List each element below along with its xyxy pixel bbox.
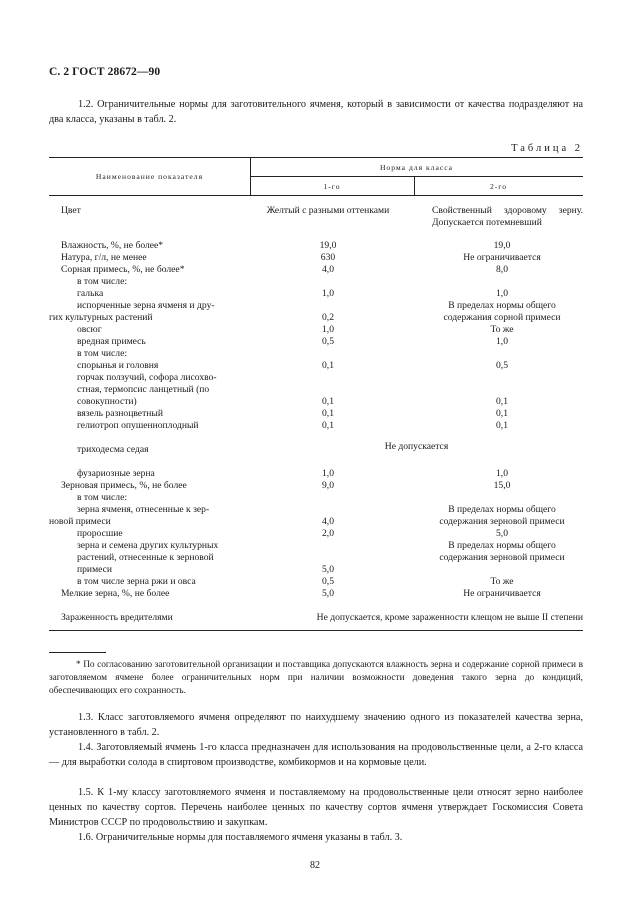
table-row-name: фузариозные зерна <box>77 468 155 479</box>
table-row-class1: 0,5 <box>322 576 334 587</box>
table-row-name: испорченные зерна ячменя и дру- <box>77 300 215 311</box>
paragraph-1-4: 1.4. Заготовляемый ячмень 1-го класса предназначен для использования на продовольственные цели, а 2-го класса — для выработки солода в спиртовом производстве, комбикормов и на кормовые цели. <box>49 742 583 768</box>
table-row-name: вредная примесь <box>77 336 146 347</box>
col-class2-header: 2-го <box>489 182 508 191</box>
footnote: * По согласованию заготовительной организации и поставщика допускаются влажность зерна и содержание сорной примеси в заготовляемом ячмене более ограничительных норм при наличии возможности доведения такого зерна до кондиций, обеспечивающих его сохранность. <box>49 660 583 696</box>
table-row-name: в том числе: <box>77 492 128 503</box>
table-row-class2: 15,0 <box>493 480 511 491</box>
table-row-class2: 0,1 <box>496 396 508 407</box>
table-header-rule <box>49 195 583 196</box>
table-row-name: новой примеси <box>49 516 111 527</box>
table-row-name: вязель разноцветный <box>77 408 163 419</box>
table-row-class1: 1,0 <box>322 324 334 335</box>
table-row-name: спорынья и головня <box>77 360 159 371</box>
table-row-class2: 5,0 <box>496 528 508 539</box>
table-row-name: совокупности) <box>77 396 137 407</box>
table-row-class2: В пределах нормы общего <box>448 300 556 311</box>
table-row-class2: содержания зерновой примеси <box>439 516 565 527</box>
table-row-class2: 1,0 <box>496 288 508 299</box>
table-row-class2: 1,0 <box>496 336 508 347</box>
table-row-class2: То же <box>490 576 514 587</box>
table-row-name: галька <box>77 288 104 299</box>
table-row-name: Зерновая примесь, %, не более <box>61 480 187 491</box>
table-row-span-value: Не допускается <box>384 441 449 452</box>
paragraph-1-3: 1.3. Класс заготовляемого ячменя определяют по наихудшему значению одного из показателей качества зерна, установленного в табл. 2. <box>49 712 583 738</box>
table-row-name: зерна и семена других культурных <box>77 540 219 551</box>
col-name-header: Наименование показателя <box>95 172 204 181</box>
table-row-name: примеси <box>77 564 113 575</box>
table-row-class1: 0,1 <box>322 360 334 371</box>
table-row-class1: 4,0 <box>322 264 334 275</box>
table-row-name: Зараженность вредителями <box>61 612 173 623</box>
table-row-class2: В пределах нормы общего <box>448 540 556 551</box>
page-number: 82 <box>310 860 320 871</box>
table-row-name: Натура, г/л, не менее <box>61 252 147 263</box>
table-row-name: гелиотроп опушенноплодный <box>77 420 199 431</box>
table-row-class2: 1,0 <box>496 468 508 479</box>
table-row-class2: 19,0 <box>493 240 511 251</box>
table-row-name: горчак ползучий, софора лисохво- <box>77 372 217 383</box>
table-top-rule <box>49 157 583 158</box>
table-row-class1: 1,0 <box>322 288 334 299</box>
footnote-rule <box>49 652 106 653</box>
table-row-class1: 4,0 <box>322 516 334 527</box>
table-subheader-rule <box>250 176 583 177</box>
table-row-class1: 630 <box>320 252 336 263</box>
table-row-class1: 0,1 <box>322 420 334 431</box>
table-row-class1: 1,0 <box>322 468 334 479</box>
table-row-name: Сорная примесь, %, не более* <box>61 264 185 275</box>
table-row-span-value: Не допускается, кроме зараженности клещом не выше II степени <box>316 612 583 623</box>
table-row-name: в том числе: <box>77 348 128 359</box>
table-bottom-rule <box>49 630 583 631</box>
table-row-class2: 8,0 <box>496 264 508 275</box>
table-row-class1: 5,0 <box>322 564 334 575</box>
intro-paragraph: 1.2. Ограничительные нормы для заготовительного ячменя, который в зависимости от качества подразделяют на два класса, указаны в табл. 2. <box>49 99 583 125</box>
table-row-class1: 2,0 <box>322 528 334 539</box>
page-header: С. 2 ГОСТ 28672—90 <box>49 66 161 78</box>
table-row-class2: В пределах нормы общего <box>448 504 556 515</box>
table-row-name: в том числе зерна ржи и овса <box>77 576 196 587</box>
paragraph-1-6: 1.6. Ограничительные нормы для поставляемого ячменя указаны в табл. 3. <box>78 832 403 843</box>
table-row-class2: содержания зерновой примеси <box>439 552 565 563</box>
table-row-class1: 19,0 <box>319 240 337 251</box>
table-row-class2: 0,1 <box>496 408 508 419</box>
table-row-class1: 5,0 <box>322 588 334 599</box>
table-row-name: растений, отнесенные к зерновой <box>77 552 214 563</box>
table-row-class2: содержания сорной примеси <box>443 312 561 323</box>
col-norm-header: Норма для класса <box>379 163 454 172</box>
table-row-class2: Не ограничивается <box>463 252 541 263</box>
paragraph-1-5: 1.5. К 1-му классу заготовляемого ячменя и поставляемому на продовольственные цели относят зерно наиболее ценных по качеству сортов. Перечень наиболее ценных по качеству сортов ячменя утверждает Госкомиссия Совета Министров СССР по продовольствию и закупкам. <box>49 787 583 828</box>
table-row-name: зерна ячменя, отнесенные к зер- <box>77 504 210 515</box>
table-row-class1: 0,1 <box>322 408 334 419</box>
table-row-class1: 0,2 <box>322 312 334 323</box>
table-row-name: проросшие <box>77 528 123 539</box>
table-row-class1: 0,5 <box>322 336 334 347</box>
table-row-name: Цвет <box>61 205 81 216</box>
table-caption: Таблица 2 <box>511 143 583 154</box>
table-row-name: гих культурных растений <box>49 312 153 323</box>
col-class1-header: 1-го <box>323 182 341 191</box>
table-row-class2: 0,5 <box>496 360 508 371</box>
table-row-class1: Желтый с разными оттенками <box>266 205 390 216</box>
table-row-name: Влажность, %, не более* <box>61 240 164 251</box>
table-row-class1: 9,0 <box>322 480 334 491</box>
table-row-class2: Не ограничивается <box>463 588 541 599</box>
table-row-name: стная, термопсис ланцетный (по <box>77 384 210 395</box>
table-row-class1: 0,1 <box>322 396 334 407</box>
table-row-name: в том числе: <box>77 276 128 287</box>
table-row-name: триходесма седая <box>77 444 149 455</box>
table-row-class2: 0,1 <box>496 420 508 431</box>
table-row-name: Мелкие зерна, %, не более <box>61 588 170 599</box>
table-row-name: овсюг <box>77 324 102 335</box>
table-row-class2: То же <box>490 324 514 335</box>
table-row-class2: Свойственный здоровому зерну. Допускается потемневший <box>432 205 583 228</box>
